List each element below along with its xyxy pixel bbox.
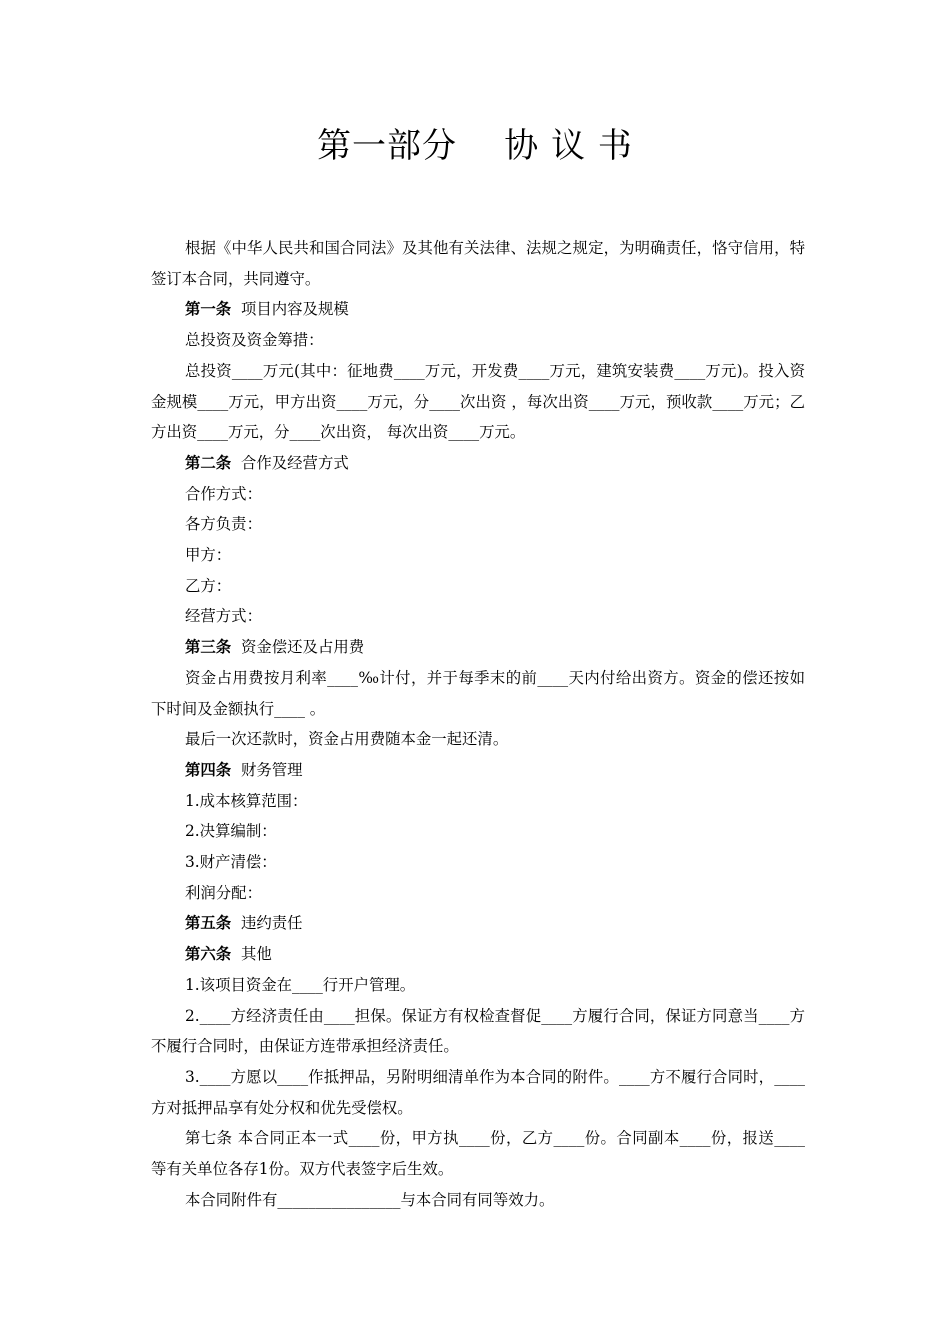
paragraph: 乙方： — [185, 576, 232, 595]
article-number: 第五条 — [185, 914, 232, 933]
paragraph: 各方负责： — [185, 515, 262, 534]
paragraph: 2.____方经济责任由____担保。保证方有权检查督促____方履行合同，保证方同意当____方不履行合同时，由保证方连带承担经济责任。 — [151, 1006, 805, 1056]
paragraph: 资金占用费按月利率____‰计付，并于每季末的前____天内付给出资方。资金的偿还按如下时间及金额执行____ 。 — [151, 668, 805, 718]
article-3-heading — [151, 632, 805, 663]
article-6-heading — [151, 939, 805, 970]
article-7-paragraph: 第七条 本合同正本一式____份，甲方执____份，乙方____份。合同副本____份，报送____等有关单位各存1份。双方代表签字后生效。 — [151, 1129, 805, 1179]
article-number: 第四条 — [185, 760, 232, 779]
article-number: 第二条 — [185, 453, 232, 472]
paragraph: 总投资及资金筹措： — [185, 331, 324, 350]
paragraph: 2.决算编制： — [185, 822, 277, 841]
article-1-heading — [151, 294, 805, 325]
article-title: 违约责任 — [240, 914, 303, 933]
paragraph: 最后一次还款时，资金占用费随本金一起还清。 — [185, 730, 509, 749]
document-body — [151, 233, 805, 1216]
article-number: 第三条 — [185, 638, 232, 657]
article-title: 资金偿还及占用费 — [240, 638, 365, 657]
article-number: 第一条 — [185, 300, 232, 319]
article-5-heading — [151, 908, 805, 939]
paragraph: 3.财产清偿： — [185, 853, 277, 872]
article-title: 财务管理 — [240, 760, 303, 779]
paragraph: 总投资____万元(其中：征地费____万元，开发费____万元，建筑安装费____万元)。投入资金规模____万元，甲方出资____万元，分____次出资 ，每次出资____万元，预收款____万元；乙方出资____万元，分____次出资， 每次出资____万元。 — [151, 361, 805, 442]
paragraph: 甲方： — [185, 546, 232, 565]
document-title: 第一部分 协 议 书 — [317, 126, 633, 166]
paragraph: 经营方式： — [185, 607, 262, 626]
article-2-heading — [151, 448, 805, 479]
article-title: 项目内容及规模 — [240, 300, 349, 319]
article-title: 其他 — [240, 945, 272, 964]
paragraph: 1.成本核算范围： — [185, 791, 308, 810]
paragraph: 合作方式： — [185, 484, 262, 503]
paragraph: 3.____方愿以____作抵押品，另附明细清单作为本合同的附件。____方不履行合同时，____方对抵押品享有处分权和优先受偿权。 — [151, 1067, 805, 1117]
article-4-heading — [151, 755, 805, 786]
article-number: 第六条 — [185, 945, 232, 964]
closing-paragraph: 本合同附件有________________与本合同有同等效力。 — [185, 1190, 555, 1209]
paragraph: 1.该项目资金在____行开户管理。 — [185, 975, 416, 994]
article-title: 合作及经营方式 — [240, 453, 349, 472]
paragraph: 利润分配： — [185, 883, 262, 902]
intro-paragraph: 根据《中华人民共和国合同法》及其他有关法律、法规之规定，为明确责任，恪守信用，特签订本合同，共同遵守。 — [151, 239, 805, 288]
